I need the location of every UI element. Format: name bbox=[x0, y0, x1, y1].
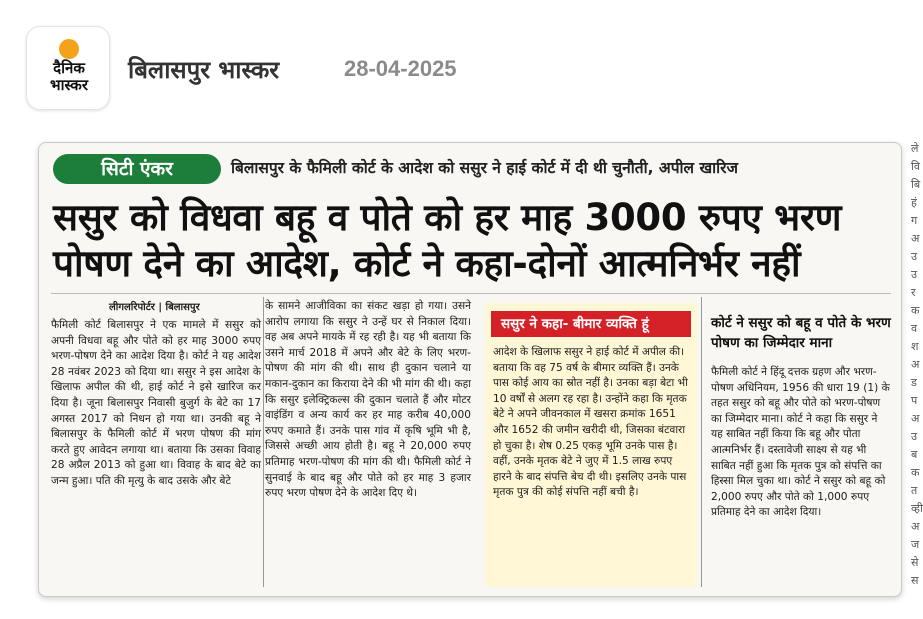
logo-sun-icon bbox=[59, 39, 79, 59]
post-date: 28-04-2025 bbox=[344, 56, 457, 81]
article-column-3: आदेश के खिलाफ ससुर ने हाई कोर्ट में अपील की। बताया कि वह 75 वर्ष के बीमार व्यक्ति हैं। उनके पास कोई आय का स्रोत नहीं है। उनका बड़ा बेटा भी 10 वर्षों से अलग रह रहा है। उन्होंने कहा कि मृतक बेटे ने अपने जीवनकाल में खसरा क्रमांक 1651 और 1652 की जमीन खरीदी थी, जिसका बंटवारा हो चुका है। शेष 0.25 एकड़ भूमि उनके पास है। वहीं, उनके मृतक बेटे ने जुए में 1.5 लाख रुपए हारने के बाद संपत्ति बेच दी थी। इसलिए उनके पास मृतक पुत्र की कोई संपत्ति नहीं बची है। bbox=[493, 346, 688, 499]
post-header bbox=[0, 0, 920, 120]
logo-text-line2: भास्कर bbox=[50, 76, 88, 94]
logo-text-line1: दैनिक bbox=[53, 59, 85, 77]
divider bbox=[51, 293, 891, 294]
box-title-father-in-law: ससुर ने कहा- बीमार व्यक्ति हूं bbox=[491, 311, 691, 337]
article-column-1: फैमिली कोर्ट बिलासपुर ने एक मामले में ससुर को अपनी विधवा बहू और पोते को हर माह 3000 रुपए भरण-पोषण देने का आदेश दिया है। कोर्ट ने यह आदेश 28 नवंबर 2023 को दिया था। ससुर ने इस आदेश के खिलाफ अपील की थी, हाई कोर्ट ने इसे खारिज कर दिया है। जूना बिलासपुर निवासी बुजुर्ग के बेटे का 17 अगस्त 2017 को निधन हो गया था। उनकी बहू ने बिलासपुर के फैमिली कोर्ट में भरण पोषण की मांग करते हुए आवेदन लगाया था। बताया कि उसका विवाह 28 अप्रैल 2013 को हुआ था। विवाह के बाद बेटे का जन्म हुआ। पति की मृत्यु के बाद उसके और बेटे bbox=[51, 319, 261, 487]
publication-name[interactable]: बिलासपुर भास्कर bbox=[128, 56, 280, 84]
box-title-court-verdict: कोर्ट ने ससुर को बहू व पोते के भरण पोषण का जिम्मेदार माना bbox=[711, 315, 891, 351]
dainik-bhaskar-logo[interactable] bbox=[26, 26, 110, 110]
adjacent-post-text: ले वि बि हं ग अ उ उ र क व श अ ड प अ उ ब क त व्ही अ ज से स bbox=[911, 142, 923, 587]
column-divider bbox=[263, 297, 264, 587]
main-headline: ससुर को विधवा बहू व पोते को हर माह 3000 रुपए भरण पोषण देने का आदेश, कोर्ट ने कहा-दोनों आत्मनिर्भर नहीं bbox=[53, 196, 842, 285]
subheadline: बिलासपुर के फैमिली कोर्ट के आदेश को ससुर ने हाई कोर्ट में दी थी चुनौती, अपील खारिज bbox=[231, 159, 739, 177]
byline: लीगलरिपोर्टर | बिलासपुर bbox=[109, 302, 200, 313]
article-column-2: के सामने आजीविका का संकट खड़ा हो गया। उसने आरोप लगाया कि ससुर ने उन्हें घर से निकाल दिया। वह अब अपने मायके में रह रही है। यह भी बताया कि उसने मार्च 2018 में अपने और बेटे के लिए भरण-पोषण की मांग की थी। साथ ही दुकान चलाने या मकान-दुकान का किराया देने की भी मांग की थी। कहा कि ससुर इलेक्ट्रिकल्स की दुकान चलाते हैं और मोटर वाइंडिंग व अन्य कार्य कर हर माह करीब 40,000 रुपए कमाते हैं। उनके पास गांव में कृषि भूमि भी है, जिससे अच्छी आय होती है। बहू ने 20,000 रुपए प्रतिमाह भरण-पोषण की मांग की थी। फैमिली कोर्ट ने सुनवाई के बाद बहू और पोते को हर माह 3 हजार रुपए भरण पोषण देने के आदेश दिए थे। bbox=[265, 300, 471, 500]
kicker-badge: सिटी एंकर bbox=[53, 154, 221, 184]
newspaper-clipping[interactable] bbox=[38, 142, 902, 597]
column-divider bbox=[701, 297, 702, 587]
article-column-4: फैमिली कोर्ट ने हिंदू दत्तक ग्रहण और भरण-पोषण अधिनियम, 1956 की धारा 19 (1) के तहत ससुर को बहू और पोते को भरण-पोषण का जिम्मेदार माना। कोर्ट ने कहा कि ससुर ने यह साबित नहीं किया कि बहू और पोता आत्मनिर्भर हैं। दस्तावेजी साक्ष्य से यह भी साबित नहीं हुआ कि मृतक पुत्र को संपत्ति का हिस्सा मिल चुका था। कोर्ट ने ससुर को बहू को 2,000 रुपए और पोते को 1,000 रुपए प्रतिमाह देने का आदेश दिया। bbox=[711, 366, 890, 519]
